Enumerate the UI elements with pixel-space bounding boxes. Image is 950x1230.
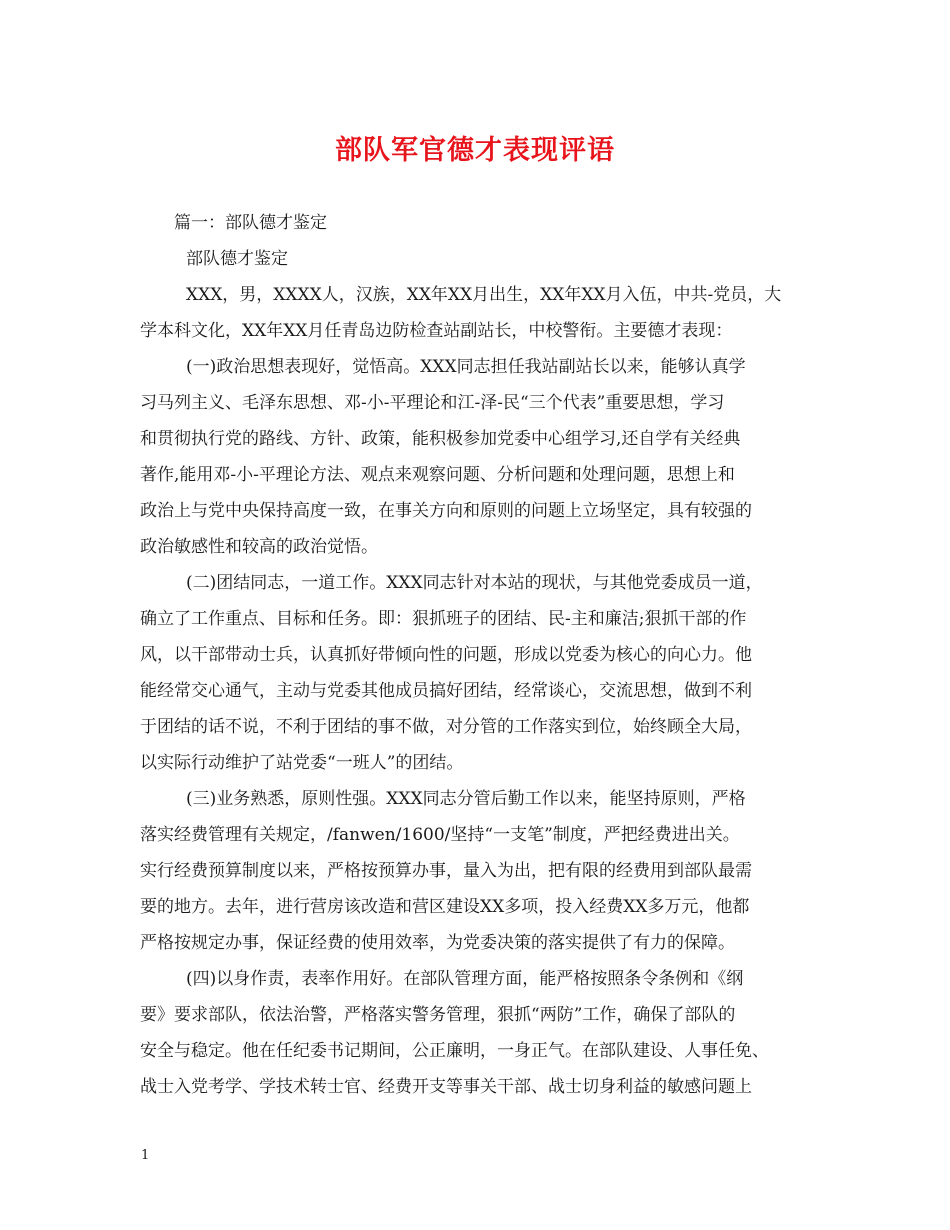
paragraph-first-line: (一)政治思想表现好，觉悟高。XXX同志担任我站副站长以来，能够认真学: [186, 357, 746, 377]
paragraph-line: 习马列主义、毛泽东思想、邓-小-平理论和江-泽-民“三个代表”重要思想，学习: [140, 393, 725, 413]
paragraph-line: 政治敏感性和较高的政治觉悟。: [140, 537, 378, 557]
page-number: 1: [141, 1148, 150, 1163]
paragraph-line: 落实经费管理有关规定，/fanwen/1600/坚持“一支笔”制度，严把经费进出关。: [140, 825, 740, 845]
paragraph-line: 和贯彻执行党的路线、方针、政策，能积极参加党委中心组学习,还自学有关经典: [140, 429, 741, 449]
paragraph-line: 风，以干部带动士兵，认真抓好带倾向性的问题，形成以党委为核心的向心力。他: [140, 645, 752, 665]
paragraph-line: 以实际行动维护了站党委“一班人”的团结。: [140, 753, 464, 773]
paragraph-first-line: (三)业务熟悉，原则性强。XXX同志分管后勤工作以来，能坚持原则，严格: [186, 789, 746, 809]
paragraph-line: 要的地方。去年，进行营房该改造和营区建设XX多项，投入经费XX多万元，他都: [140, 897, 750, 917]
paragraph-line: 要》要求部队，依法治警，严格落实警务管理，狠抓“两防”工作，确保了部队的: [140, 1005, 736, 1025]
paragraph-first-line: XXX，男，XXXX人，汉族，XX年XX月出生，XX年XX月入伍，中共-党员，大: [186, 285, 782, 305]
paragraph-line: 确立了工作重点、目标和任务。即：狠抓班子的团结、民-主和廉洁;狠抓干部的作: [140, 609, 747, 629]
paragraph-line: 实行经费预算制度以来，严格按预算办事，量入为出，把有限的经费用到部队最需: [140, 861, 752, 881]
paragraph-line: 学本科文化，XX年XX月任青岛边防检查站副站长，中校警衔。主要德才表现：: [140, 321, 733, 341]
paragraph-first-line: (四)以身作责，表率作用好。在部队管理方面，能严格按照条令条例和《纲: [186, 969, 744, 989]
paragraph-first-line: (二)团结同志，一道工作。XXX同志针对本站的现状，与其他党委成员一道，: [186, 573, 763, 593]
paragraph-line: 政治上与党中央保持高度一致，在事关方向和原则的问题上立场坚定，具有较强的: [140, 501, 752, 521]
paragraph-line: 著作,能用邓-小-平理论方法、观点来观察问题、分析问题和处理问题，思想上和: [140, 465, 735, 485]
paragraph-first-line: 部队德才鉴定: [186, 249, 288, 269]
paragraph-line: 于团结的话不说，不利于团结的事不做，对分管的工作落实到位，始终顾全大局，: [140, 717, 752, 737]
paragraph-line: 能经常交心通气，主动与党委其他成员搞好团结，经常谈心，交流思想，做到不利: [140, 681, 752, 701]
document-body: [140, 205, 820, 1105]
page-title: 部队军官德才表现评语: [335, 135, 615, 166]
paragraph-first-line: 篇一：部队德才鉴定: [174, 213, 327, 233]
paragraph-line: 安全与稳定。他在任纪委书记期间，公正廉明，一身正气。在部队建设、人事任免、: [140, 1041, 769, 1061]
paragraph-line: 严格按规定办事，保证经费的使用效率，为党委决策的落实提供了有力的保障。: [140, 933, 735, 953]
paragraph-line: 战士入党考学、学技术转士官、经费开支等事关干部、战士切身利益的敏感问题上: [140, 1077, 752, 1097]
